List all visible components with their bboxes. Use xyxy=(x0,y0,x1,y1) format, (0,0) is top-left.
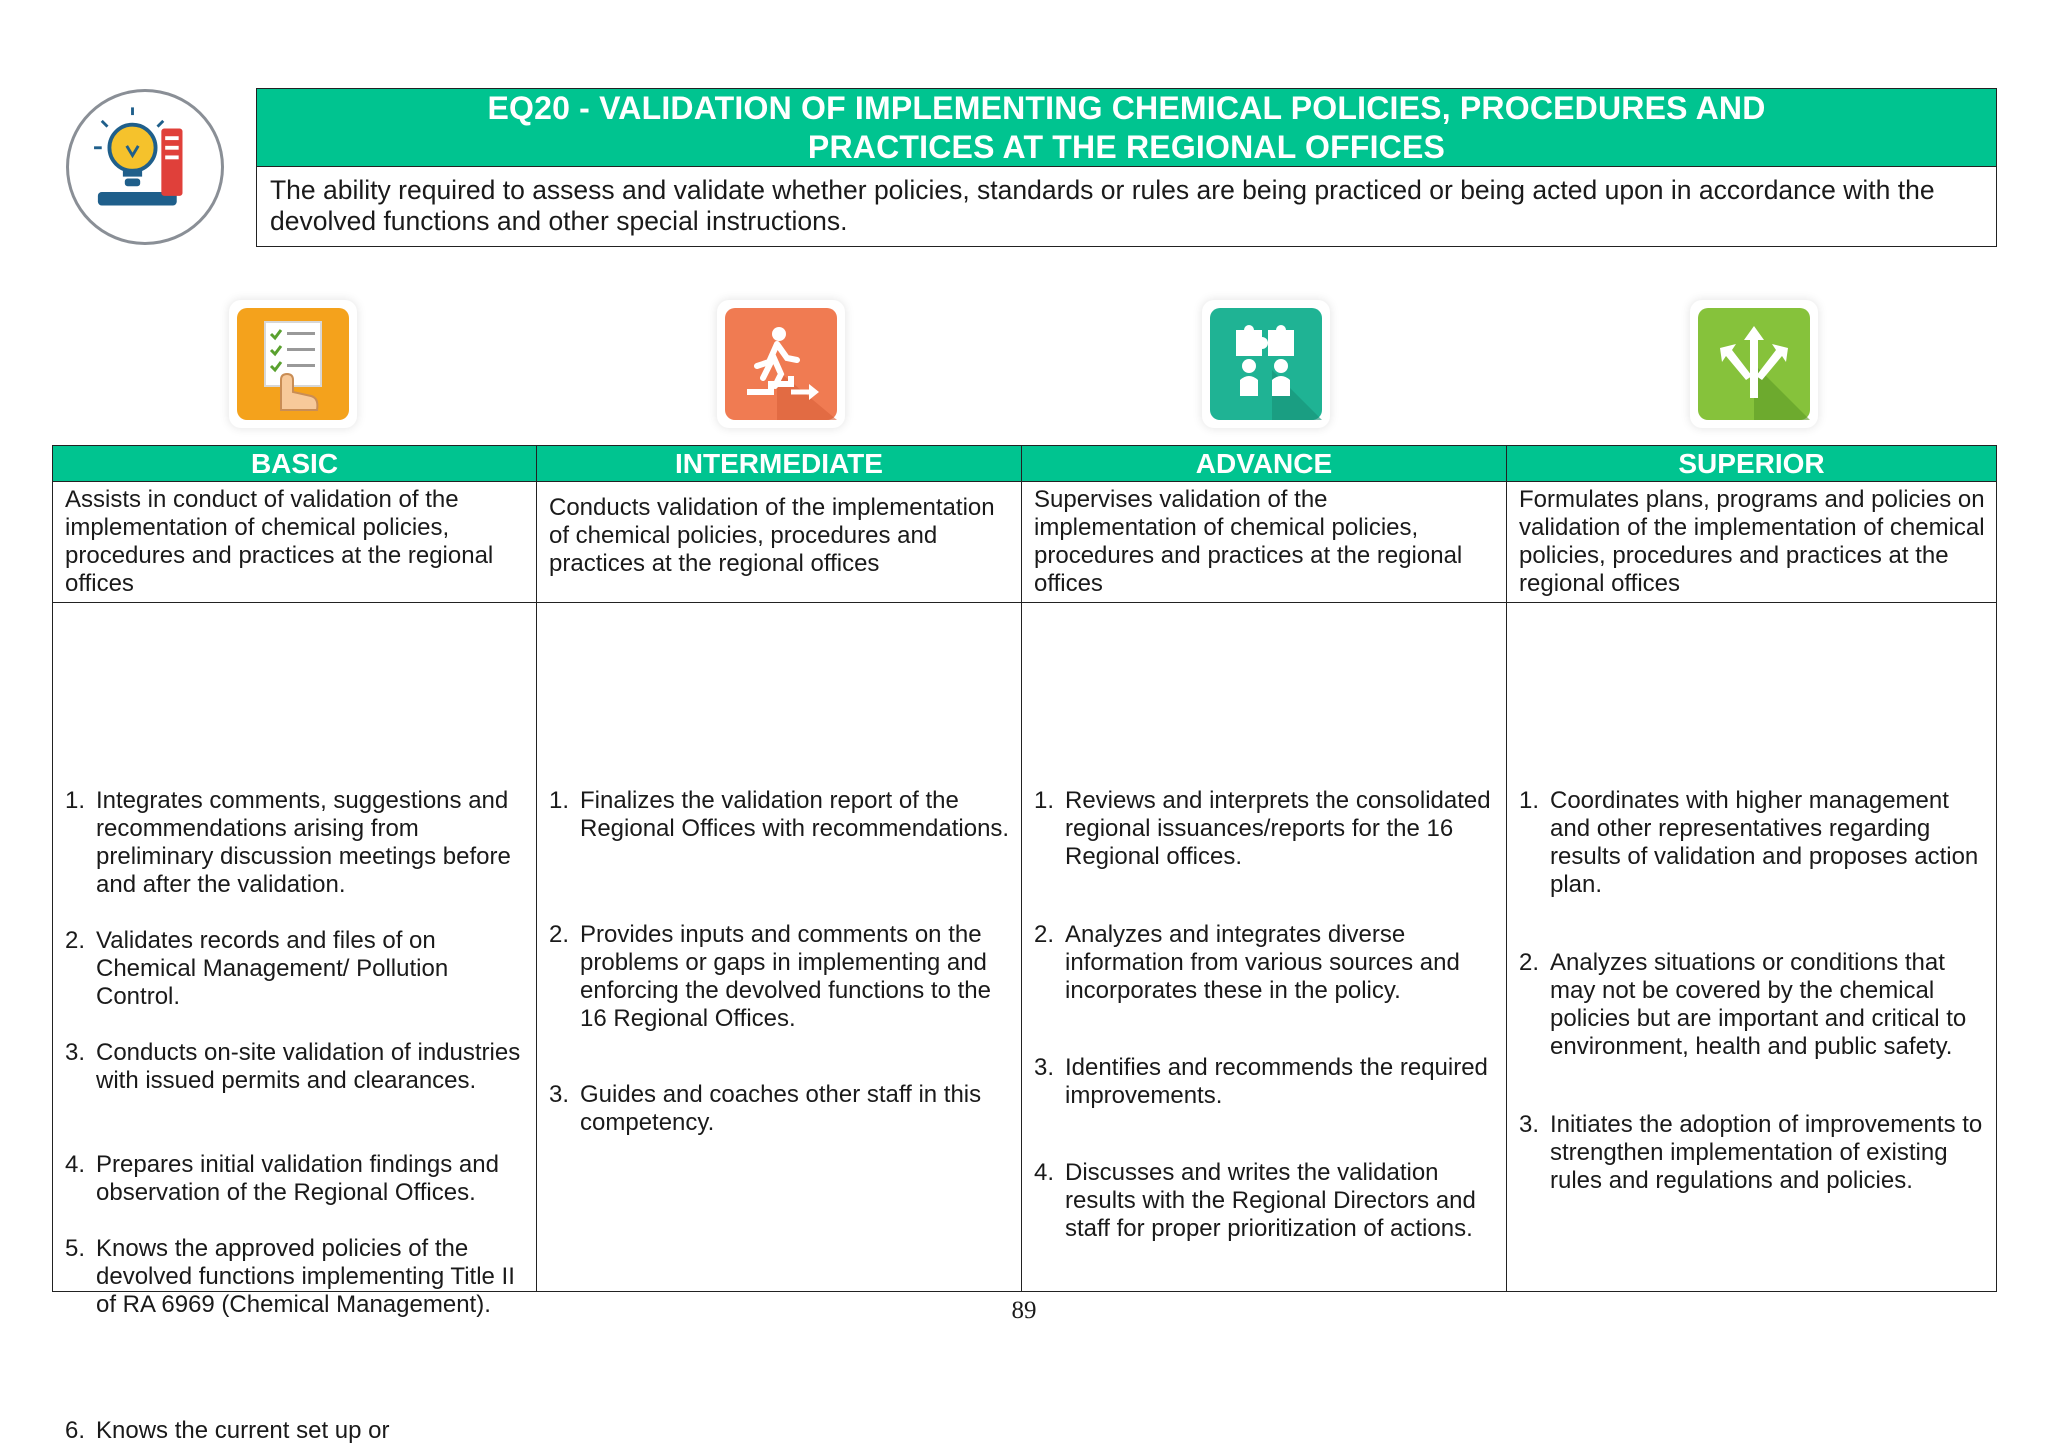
item-text: Validates records and files of on Chemical Management/ Pollution Control. xyxy=(96,927,449,1010)
list-item xyxy=(1519,1111,1988,1195)
level-header-intermediate: INTERMEDIATE xyxy=(537,446,1022,482)
person-stairs-icon xyxy=(717,300,845,428)
item-text: Provides inputs and comments on the problems or gaps in implementing and enforcing the devolved functions to the 16 Regional Offices. xyxy=(580,921,991,1032)
list-item xyxy=(65,1151,528,1207)
item-number: 5. xyxy=(65,1235,86,1262)
item-number: 2. xyxy=(1519,949,1540,976)
list-item xyxy=(1034,1054,1498,1110)
item-text: Conducts on-site validation of industries with issued permits and clearances. xyxy=(96,1039,521,1094)
item-text: Identifies and recommends the required improvements. xyxy=(1065,1054,1488,1109)
item-number: 1. xyxy=(1519,787,1540,814)
list-item xyxy=(1034,1159,1498,1243)
indicators-advance xyxy=(1022,603,1507,1291)
item-text: Reviews and interprets the consolidated regional issuances/reports for the 16 Regional offices. xyxy=(1065,787,1491,870)
list-item xyxy=(65,927,528,1011)
page-number: 89 xyxy=(1011,1297,1037,1324)
item-number: 1. xyxy=(549,787,570,814)
item-text: Finalizes the validation report of the Regional Offices with recommendations. xyxy=(580,787,1010,842)
level-definition-superior: Formulates plans, programs and policies on validation of the implementation of chemical policies, procedures and practices at the regional offices xyxy=(1507,482,1996,603)
indicators-superior xyxy=(1507,603,1996,1291)
list-item xyxy=(549,787,1013,843)
item-text: Prepares initial validation findings and observation of the Regional Offices. xyxy=(96,1151,499,1206)
item-number: 1. xyxy=(1034,787,1055,814)
item-number: 3. xyxy=(65,1039,86,1066)
list-item xyxy=(1034,921,1498,1005)
item-number: 2. xyxy=(65,927,86,954)
item-number: 3. xyxy=(1034,1054,1055,1081)
item-number: 1. xyxy=(65,787,86,814)
item-text: Discusses and writes the validation results with the Regional Directors and staff for proper prioritization of actions. xyxy=(1065,1159,1476,1242)
indicators-intermediate xyxy=(537,603,1022,1291)
item-number: 2. xyxy=(1034,921,1055,948)
puzzle-team-icon xyxy=(1202,300,1330,428)
item-number: 2. xyxy=(549,921,570,948)
item-text: Knows the current set up or xyxy=(96,1417,390,1444)
item-text: Coordinates with higher management and other representatives regarding results of validation and proposes action plan. xyxy=(1550,787,1979,898)
checklist-hand-icon xyxy=(229,300,357,428)
title-line-2: PRACTICES AT THE REGIONAL OFFICES xyxy=(807,128,1446,165)
list-item xyxy=(1519,949,1988,1061)
item-text: Integrates comments, suggestions and recommendations arising from preliminary discussion meetings before and after the validation. xyxy=(96,787,511,898)
list-item xyxy=(65,1039,528,1095)
indicators-basic xyxy=(53,603,537,1444)
item-number: 3. xyxy=(1519,1111,1540,1138)
list-item xyxy=(65,1417,528,1445)
item-text: Guides and coaches other staff in this competency. xyxy=(580,1081,982,1136)
list-item xyxy=(549,1081,1013,1137)
level-header-superior: SUPERIOR xyxy=(1507,446,1996,482)
list-item xyxy=(65,787,528,899)
item-number: 4. xyxy=(65,1151,86,1178)
level-header-basic: BASIC xyxy=(53,446,537,482)
list-item xyxy=(1519,787,1988,899)
competency-description: The ability required to assess and validate whether policies, standards or rules are being practiced or being acted upon in accordance with the devolved functions and other special instructions. xyxy=(270,175,1935,236)
item-text: Initiates the adoption of improvements to strengthen implementation of existing rules and regulations and policies. xyxy=(1550,1111,1983,1194)
item-text: Analyzes and integrates diverse information from various sources and incorporates these in the policy. xyxy=(1065,921,1460,1004)
list-item xyxy=(549,921,1013,1033)
item-text: Analyzes situations or conditions that may not be covered by the chemical policies but are important and critical to environment, health and public safety. xyxy=(1550,949,1967,1060)
level-definition-basic: Assists in conduct of validation of the implementation of chemical policies, procedures and practices at the regional offices xyxy=(53,482,537,603)
level-definition-advance: Supervises validation of the implementation of chemical policies, procedures and practices at the regional offices xyxy=(1022,482,1507,603)
level-definition-intermediate xyxy=(537,482,1022,603)
competency-header xyxy=(256,88,1997,247)
level-header-advance: ADVANCE xyxy=(1022,446,1507,482)
title-line-1: EQ20 - VALIDATION OF IMPLEMENTING CHEMICAL POLICIES, PROCEDURES AND xyxy=(487,89,1766,126)
item-number: 3. xyxy=(549,1081,570,1108)
level-definition-intermediate-text: Conducts validation of the implementation of chemical policies, procedures and practices at the regional offices xyxy=(549,494,995,577)
item-number: 6. xyxy=(65,1417,86,1444)
list-item xyxy=(1034,787,1498,871)
competency-title xyxy=(257,89,1996,167)
item-text: Knows the approved policies of the devolved functions implementing Title II of RA 6969 (Chemical Management). xyxy=(96,1235,515,1318)
direction-arrows-icon xyxy=(1690,300,1818,428)
lightbulb-book-icon xyxy=(66,89,224,245)
item-number: 4. xyxy=(1034,1159,1055,1186)
